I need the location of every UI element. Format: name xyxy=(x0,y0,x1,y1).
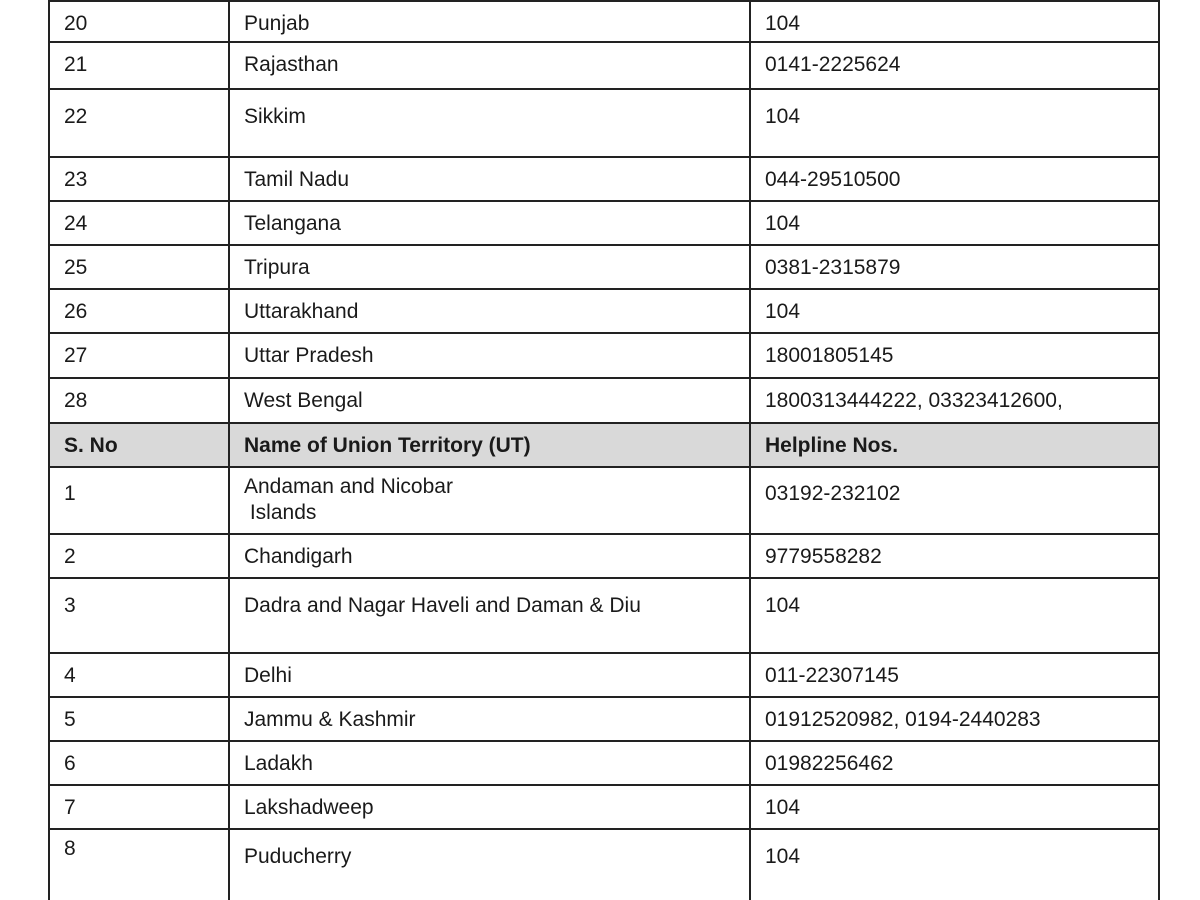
ut-header-row xyxy=(49,423,1159,467)
helpline-cell: 104 xyxy=(750,201,1159,245)
state-name-cell: Uttar Pradesh xyxy=(229,333,750,378)
ut-name-line: Islands xyxy=(244,501,317,524)
table-row xyxy=(49,42,1159,89)
sno-cell: 26 xyxy=(49,289,229,333)
table-row xyxy=(49,245,1159,289)
sno-cell: 2 xyxy=(49,534,229,578)
ut-name-cell: Puducherry xyxy=(229,829,750,900)
helpline-cell: 104 xyxy=(750,289,1159,333)
sno-cell: 8 xyxy=(49,829,229,900)
sno-cell: 20 xyxy=(49,1,229,42)
ut-name-cell: Delhi xyxy=(229,653,750,697)
helpline-cell: 044-29510500 xyxy=(750,157,1159,201)
sno-cell: 23 xyxy=(49,157,229,201)
table-row xyxy=(49,378,1159,423)
sno-cell: 5 xyxy=(49,697,229,741)
ut-name-cell: Jammu & Kashmir xyxy=(229,697,750,741)
table-row xyxy=(49,1,1159,42)
header-ut-name: Name of Union Territory (UT) xyxy=(229,423,750,467)
table-row xyxy=(49,333,1159,378)
ut-name-cell: Lakshadweep xyxy=(229,785,750,829)
state-name-cell: Uttarakhand xyxy=(229,289,750,333)
sno-cell: 21 xyxy=(49,42,229,89)
sno-cell: 6 xyxy=(49,741,229,785)
state-name-cell: Sikkim xyxy=(229,89,750,157)
ut-name-cell: Dadra and Nagar Haveli and Daman & Diu xyxy=(229,578,750,653)
helpline-cell: 0141-2225624 xyxy=(750,42,1159,89)
sno-cell: 1 xyxy=(49,467,229,534)
sno-cell: 25 xyxy=(49,245,229,289)
helpline-cell: 0381-2315879 xyxy=(750,245,1159,289)
table-row xyxy=(49,89,1159,157)
sno-cell: 7 xyxy=(49,785,229,829)
sno-cell: 22 xyxy=(49,89,229,157)
helpline-cell: 01982256462 xyxy=(750,741,1159,785)
helpline-cell: 104 xyxy=(750,785,1159,829)
sno-cell: 28 xyxy=(49,378,229,423)
state-name-cell: Rajasthan xyxy=(229,42,750,89)
helpline-cell: 18001805145 xyxy=(750,333,1159,378)
state-name-cell: Punjab xyxy=(229,1,750,42)
table-row xyxy=(49,697,1159,741)
table-row xyxy=(49,653,1159,697)
helpline-cell: 1800313444222, 03323412600, xyxy=(750,378,1159,423)
header-sno: S. No xyxy=(49,423,229,467)
helpline-cell: 01912520982, 0194-2440283 xyxy=(750,697,1159,741)
table-row xyxy=(49,578,1159,653)
state-name-cell: West Bengal xyxy=(229,378,750,423)
table-row xyxy=(49,289,1159,333)
helpline-cell: 011-22307145 xyxy=(750,653,1159,697)
table-row xyxy=(49,157,1159,201)
helpline-cell: 104 xyxy=(750,1,1159,42)
sno-cell: 24 xyxy=(49,201,229,245)
table-row xyxy=(49,785,1159,829)
sno-cell: 4 xyxy=(49,653,229,697)
helpline-table xyxy=(48,0,1160,900)
helpline-cell: 104 xyxy=(750,89,1159,157)
table-row xyxy=(49,467,1159,534)
state-name-cell: Telangana xyxy=(229,201,750,245)
ut-name-line: Andaman and Nicobar xyxy=(244,475,453,498)
table-row xyxy=(49,534,1159,578)
table-row xyxy=(49,201,1159,245)
ut-name-cell xyxy=(229,467,750,534)
sno-cell: 27 xyxy=(49,333,229,378)
sno-cell: 3 xyxy=(49,578,229,653)
state-name-cell: Tripura xyxy=(229,245,750,289)
helpline-cell: 9779558282 xyxy=(750,534,1159,578)
table-row xyxy=(49,829,1159,900)
table-row xyxy=(49,741,1159,785)
helpline-cell: 03192-232102 xyxy=(750,467,1159,534)
state-name-cell: Tamil Nadu xyxy=(229,157,750,201)
ut-name-cell: Ladakh xyxy=(229,741,750,785)
helpline-cell: 104 xyxy=(750,578,1159,653)
ut-name-cell: Chandigarh xyxy=(229,534,750,578)
helpline-cell: 104 xyxy=(750,829,1159,900)
header-helpline: Helpline Nos. xyxy=(750,423,1159,467)
